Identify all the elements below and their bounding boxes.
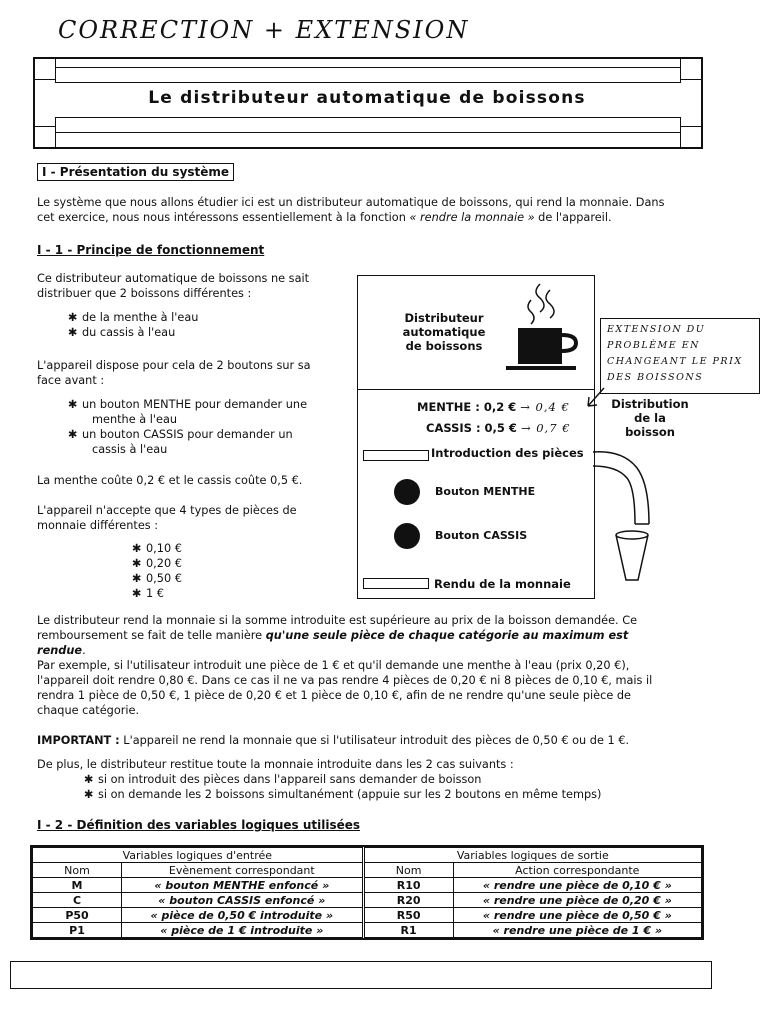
change-slot: [363, 578, 429, 589]
pipe-and-cup-icon: [592, 440, 672, 590]
frame-corner: [680, 126, 701, 147]
rules-line: l'appareil doit rendre 0,80 €. Dans ce cas il ne va pas rendre 4 pièces de 0,20 € ni 8 pièces de 0,10 €, mais il: [37, 674, 653, 687]
rules-emphasis: rendue: [37, 644, 83, 657]
footer-frame: [10, 961, 712, 989]
handwritten-header: CORRECTION + EXTENSION: [58, 16, 470, 44]
menthe-price-label: MENTHE : 0,2 €: [417, 400, 517, 414]
rules-emphasis: qu'une seule pièce de chaque catégorie au maximum est: [265, 629, 629, 642]
output-var-desc: « rendre une pièce de 1 € »: [453, 923, 701, 938]
rules-paragraph: [37, 613, 737, 718]
subsection-heading: I - 1 - Principe de fonctionnement: [37, 243, 265, 257]
list-item: ✱ 0,50 €: [132, 572, 182, 585]
extension-note: [607, 322, 743, 386]
coffee-cup-icon: [500, 282, 590, 378]
extension-note-line: PROBLÈME EN: [607, 340, 700, 351]
machine-title-line: Distributeur: [404, 311, 484, 325]
machine-title-line: de boissons: [405, 339, 483, 353]
list-item: ✱ si on introduit des pièces dans l'appareil sans demander de boisson: [84, 773, 482, 786]
cassis-button-circle: [394, 523, 420, 549]
table-row: [33, 908, 702, 923]
refund-intro: De plus, le distributeur restitue toute la monnaie introduite dans les 2 cas suivants :: [37, 758, 514, 771]
intro-line: Le système que nous allons étudier ici est un distributeur automatique de boissons, qui rend la monnaie. Dans: [37, 196, 665, 209]
machine-title: [385, 311, 503, 353]
extension-note-line: DES BOISSONS: [607, 372, 704, 383]
coin-slot-label: Introduction des pièces: [431, 446, 584, 460]
rules-line: chaque catégorie.: [37, 704, 140, 717]
intro-text: cet exercice, nous nous intéressons essentiellement à la fonction: [37, 211, 410, 224]
button-desc: un bouton CASSIS pour demander un: [82, 428, 293, 441]
table-row: [33, 893, 702, 908]
output-var-name: R10: [363, 878, 453, 893]
menthe-button-label: Bouton MENTHE: [435, 485, 536, 498]
coins-paragraph: [37, 503, 337, 533]
list-item: ✱ 0,20 €: [132, 557, 182, 570]
input-var-name: P50: [33, 908, 122, 923]
principle-left-column: [37, 271, 337, 301]
paragraph-line: monnaie différentes :: [37, 519, 159, 532]
button-desc: cassis à l'eau: [92, 443, 168, 456]
paragraph-line: L'appareil n'accepte que 4 types de pièces de: [37, 504, 297, 517]
drink-label: de la menthe à l'eau: [82, 311, 199, 324]
paragraph-line: face avant :: [37, 374, 105, 387]
coin-value: 1 €: [146, 587, 164, 600]
important-label: IMPORTANT :: [37, 734, 120, 747]
paragraph-line: Ce distributeur automatique de boissons ne sait: [37, 272, 310, 285]
cassis-new-price: → 0,7 €: [520, 421, 571, 435]
rules-line: Par exemple, si l'utilisateur introduit une pièce de 1 € et qu'il demande une menthe à l'eau (prix 0,20 €),: [37, 659, 630, 672]
section-heading: I - Présentation du système: [37, 163, 234, 181]
rules-text: remboursement se fait de telle manière: [37, 629, 266, 642]
buttons-paragraph: [37, 358, 337, 388]
output-var-desc: « rendre une pièce de 0,20 € »: [453, 893, 701, 908]
rules-line: Le distributeur rend la monnaie si la somme introduite est supérieure au prix de la boisson demandée. Ce: [37, 614, 638, 627]
column-header: Nom: [33, 863, 122, 878]
title-frame-top-bar: [55, 67, 681, 83]
frame-corner: [35, 59, 56, 80]
column-header: Evènement correspondant: [122, 863, 364, 878]
output-var-desc: « rendre une pièce de 0,10 € »: [453, 878, 701, 893]
button-desc: un bouton MENTHE pour demander une: [82, 398, 308, 411]
refund-case: si on introduit des pièces dans l'appareil sans demander de boisson: [98, 773, 482, 786]
paragraph-line: L'appareil dispose pour cela de 2 boutons sur sa: [37, 359, 311, 372]
important-text: L'appareil ne rend la monnaie que si l'utilisateur introduit des pièces de 0,50 € ou de 1 €.: [119, 734, 630, 747]
menthe-new-price: → 0,4 €: [520, 400, 570, 414]
cassis-price: [426, 421, 571, 435]
distribution-label: [606, 397, 694, 439]
subsection-heading: I - 2 - Définition des variables logiques utilisées: [37, 818, 361, 832]
list-item: ✱ un bouton MENTHE pour demander une: [68, 398, 308, 411]
drinks-list: [68, 310, 198, 340]
table-row: [33, 923, 702, 938]
cassis-price-label: CASSIS : 0,5 €: [426, 421, 517, 435]
variables-table: [32, 847, 702, 938]
table-subheader-row: [33, 863, 702, 878]
intro-emphasis: « rendre la monnaie »: [409, 211, 535, 224]
input-var-desc: « pièce de 0,50 € introduite »: [122, 908, 364, 923]
column-header: Action correspondante: [453, 863, 701, 878]
document-title: Le distributeur automatique de boissons: [148, 88, 586, 108]
price-sentence: La menthe coûte 0,2 € et le cassis coûte 0,5 €.: [37, 474, 303, 487]
cassis-button-label: Bouton CASSIS: [435, 529, 528, 542]
list-item: ✱ de la menthe à l'eau: [68, 311, 199, 324]
buttons-list: [68, 397, 340, 457]
output-var-desc: « rendre une pièce de 0,50 € »: [453, 908, 701, 923]
rules-line: rendra 1 pièce de 0,50 €, 1 pièce de 0,20 € et 1 pièce de 0,10 €, afin de ne rendre qu'une seule pièce de: [37, 689, 631, 702]
input-header: Variables logiques d'entrée: [33, 848, 364, 863]
extension-note-line: EXTENSION DU: [607, 324, 706, 335]
output-header: Variables logiques de sortie: [363, 848, 701, 863]
table-row: [33, 878, 702, 893]
list-item: ✱ 1 €: [132, 587, 164, 600]
input-var-desc: « bouton MENTHE enfoncé »: [122, 878, 364, 893]
table-header-row: [33, 848, 702, 863]
column-header: Nom: [363, 863, 453, 878]
input-var-name: M: [33, 878, 122, 893]
list-item: ✱ si on demande les 2 boissons simultanément (appuie sur les 2 boutons en même temps): [84, 788, 602, 801]
variables-table-frame: [30, 845, 704, 940]
rules-text: .: [82, 644, 86, 657]
important-note: [37, 733, 629, 748]
arrow-icon: [584, 386, 608, 410]
intro-text: de l'appareil.: [534, 211, 612, 224]
output-var-name: R1: [363, 923, 453, 938]
frame-corner: [35, 126, 56, 147]
refund-case: si on demande les 2 boissons simultanément (appuie sur les 2 boutons en même temps): [98, 788, 602, 801]
output-var-name: R20: [363, 893, 453, 908]
button-desc: menthe à l'eau: [92, 413, 178, 426]
paragraph-line: distribuer que 2 boissons différentes :: [37, 287, 252, 300]
rules-line: [37, 643, 737, 658]
coin-value: 0,50 €: [146, 572, 182, 585]
input-var-name: C: [33, 893, 122, 908]
menthe-button-circle: [394, 479, 420, 505]
distribution-label-line: boisson: [625, 425, 675, 439]
distribution-label-line: Distribution: [611, 397, 689, 411]
list-item: ✱ un bouton CASSIS pour demander un: [68, 428, 293, 441]
rules-line: [37, 628, 737, 643]
input-var-name: P1: [33, 923, 122, 938]
machine-divider: [358, 389, 594, 390]
frame-corner: [680, 59, 701, 80]
extension-note-line: CHANGEANT LE PRIX: [607, 356, 743, 367]
drink-label: du cassis à l'eau: [82, 326, 176, 339]
menthe-price: [417, 400, 570, 414]
input-var-desc: « bouton CASSIS enfoncé »: [122, 893, 364, 908]
coins-list: [132, 541, 182, 601]
coin-value: 0,20 €: [146, 557, 182, 570]
list-item: ✱ 0,10 €: [132, 542, 182, 555]
input-var-desc: « pièce de 1 € introduite »: [122, 923, 364, 938]
output-var-name: R50: [363, 908, 453, 923]
machine-title-line: automatique: [402, 325, 486, 339]
refund-cases-list: [84, 772, 601, 802]
coin-value: 0,10 €: [146, 542, 182, 555]
coin-slot: [363, 450, 429, 461]
title-frame-bottom-bar: [55, 117, 681, 133]
distribution-label-line: de la: [634, 411, 666, 425]
intro-paragraph: [37, 195, 737, 225]
change-slot-label: Rendu de la monnaie: [434, 577, 571, 591]
intro-line: [37, 210, 737, 225]
list-item: ✱ du cassis à l'eau: [68, 326, 176, 339]
